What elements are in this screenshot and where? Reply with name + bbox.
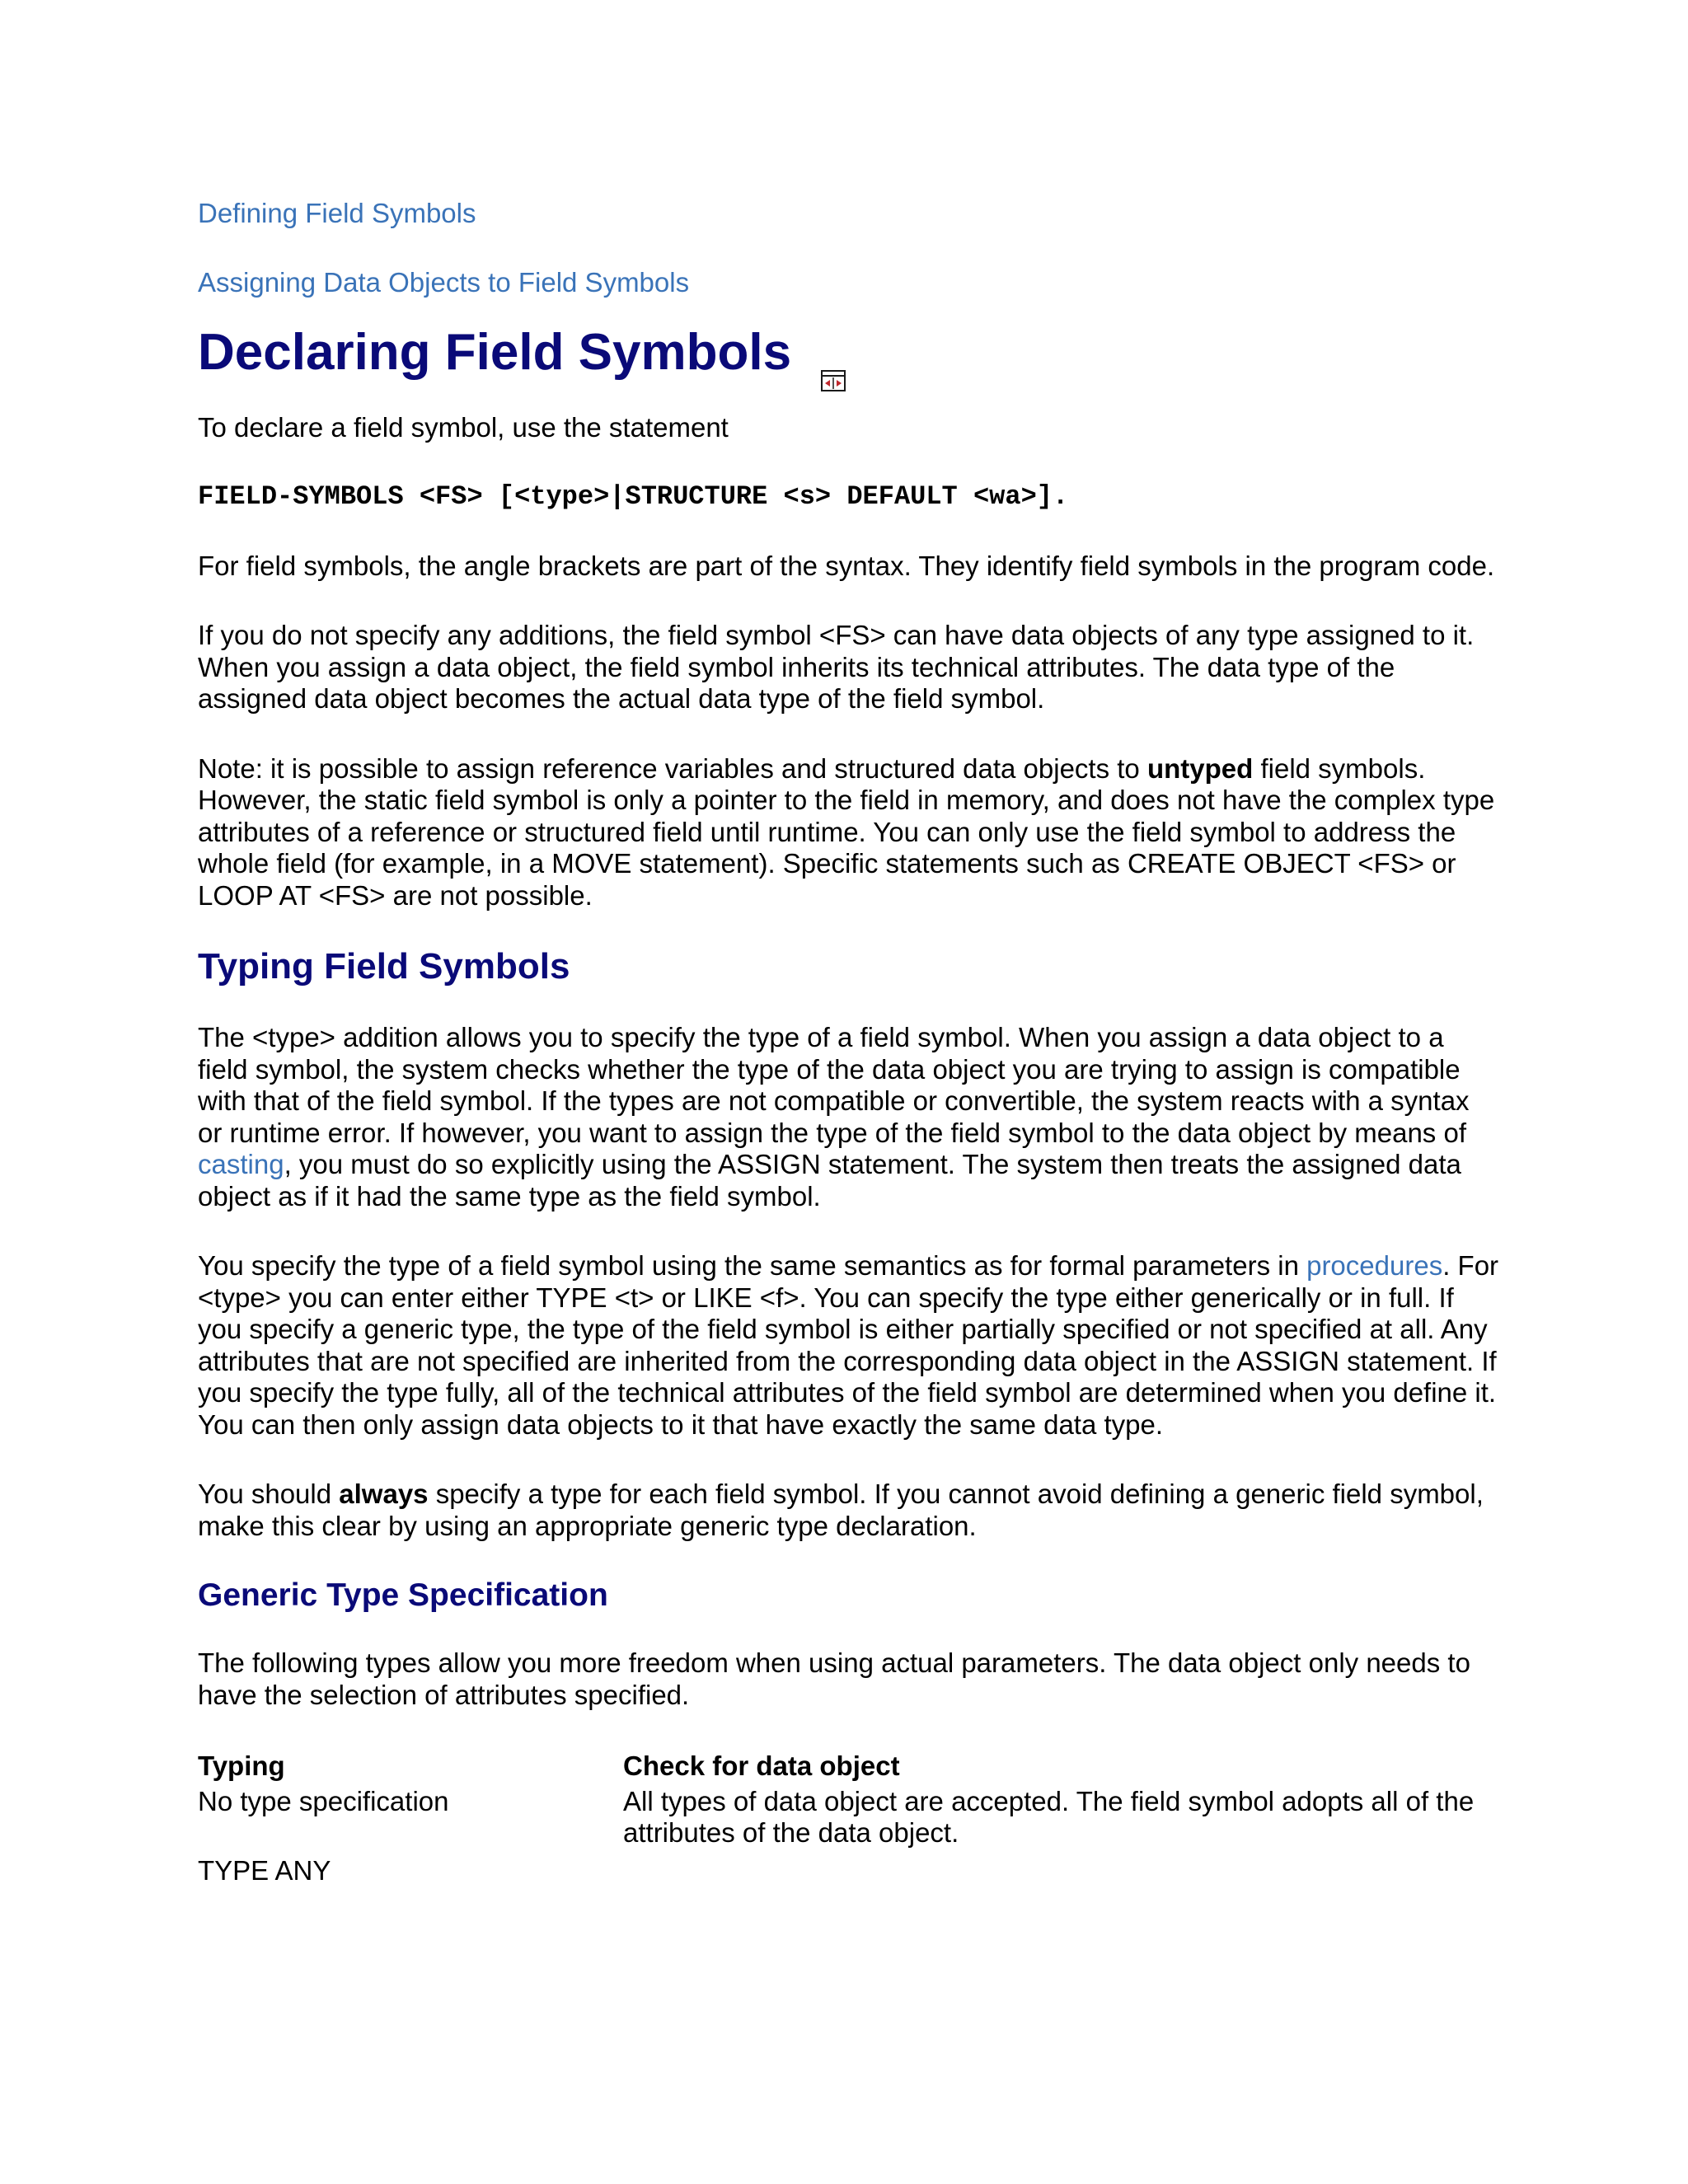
typing-2-text-start: You specify the type of a field symbol using the same semantics as for formal parameters in xyxy=(198,1250,1307,1281)
paragraph-additions: If you do not specify any additions, the field symbol <FS> can have data objects of any type assigned to it. When you assign a data object, the field symbol inherits its technical attributes. The data type of the assigned data object becomes the actual data type of the field symbol. xyxy=(198,620,1475,714)
note-bold-untyped: untyped xyxy=(1146,752,1254,784)
paragraph-angle-brackets: For field symbols, the angle brackets are part of the syntax. They identify field symbols in the program code. xyxy=(198,550,1495,581)
paragraph-typing-2 xyxy=(198,1250,1500,1441)
link-defining-field-symbols[interactable]: Defining Field Symbols xyxy=(198,198,476,228)
note-text-start: Note: it is possible to assign reference variables and structured data objects to xyxy=(198,752,1147,784)
note-text-end: field symbols. However, the static field symbol is only a pointer to the field in memory, and does not have the complex type attributes of a reference or structured field until runtime. You can only use the field symbol to address the whole field (for example, in a MOVE statement). Specific statements such as CREATE OBJECT <FS> or LOOP AT <FS> are not possible. xyxy=(198,752,1495,911)
table-header-check: Check for data object xyxy=(623,1750,900,1781)
typing-3-text-start: You should xyxy=(198,1479,340,1509)
paragraph-note xyxy=(198,753,1500,912)
table-cell-check: All types of data object are accepted. The field symbol adopts all of the attributes of the data object. xyxy=(623,1785,1475,1848)
paragraph-typing-1 xyxy=(198,1022,1500,1212)
table-cell-typing: No type specification xyxy=(198,1785,449,1816)
expand-arrows-icon[interactable] xyxy=(821,345,846,367)
link-assigning-data-objects[interactable]: Assigning Data Objects to Field Symbols xyxy=(198,267,690,298)
typing-3-bold-always: always xyxy=(339,1479,429,1509)
page-title-text: Declaring Field Symbols xyxy=(198,324,792,381)
syntax-statement: FIELD-SYMBOLS <FS> [<type>|STRUCTURE <s> DEFAULT <wa>]. xyxy=(198,480,1069,512)
page-title xyxy=(198,323,1500,382)
intro-text: To declare a field symbol, use the statement xyxy=(198,412,729,443)
typing-1-text-start: The <type> addition allows you to specify the type of a field symbol. When you assign a data object to a field symbol, the system checks whether the type of the data object you are trying to assign is compatible with that of the field symbol. If the types are not compatible or convertible, the system reacts with a syntax or runtime error. If however, you want to assign the type of the field symbol to the data object by means of xyxy=(198,1022,1470,1148)
table-cell-typing: TYPE ANY xyxy=(198,1854,331,1886)
paragraph-typing-3 xyxy=(198,1479,1500,1542)
typing-table xyxy=(198,1750,1500,1886)
link-casting[interactable]: casting xyxy=(198,1149,284,1179)
document-page xyxy=(198,198,1500,1886)
typing-2-text-end: . For <type> you can enter either TYPE <t> or LIKE <f>. You can specify the type either generically or in full. If you specify a generic type, the type of the field symbol is either partially specified or not specified at all. Any attributes that are not specified are inherited from the corresponding data object in the ASSIGN statement. If you specify the type fully, all of the technical attributes of the field symbol are determined when you define it. You can then only assign data objects to it that have exactly the same data type. xyxy=(198,1250,1499,1440)
typing-1-text-end: , you must do so explicitly using the ASSIGN statement. The system then treats the assigned data object as if it had the same type as the field symbol. xyxy=(198,1149,1461,1212)
link-procedures[interactable]: procedures xyxy=(1306,1250,1443,1281)
paragraph-generic-intro: The following types allow you more freedom when using actual parameters. The data object only needs to have the selection of attributes specified. xyxy=(198,1647,1470,1710)
heading-generic-type-specification: Generic Type Specification xyxy=(198,1577,608,1613)
heading-typing-field-symbols: Typing Field Symbols xyxy=(198,946,570,987)
typing-3-text-end: specify a type for each field symbol. If you cannot avoid defining a generic field symbol, make this clear by using an appropriate generic type declaration. xyxy=(198,1479,1484,1541)
table-cell-check xyxy=(623,1849,1500,1887)
table-header-typing: Typing xyxy=(198,1750,285,1781)
